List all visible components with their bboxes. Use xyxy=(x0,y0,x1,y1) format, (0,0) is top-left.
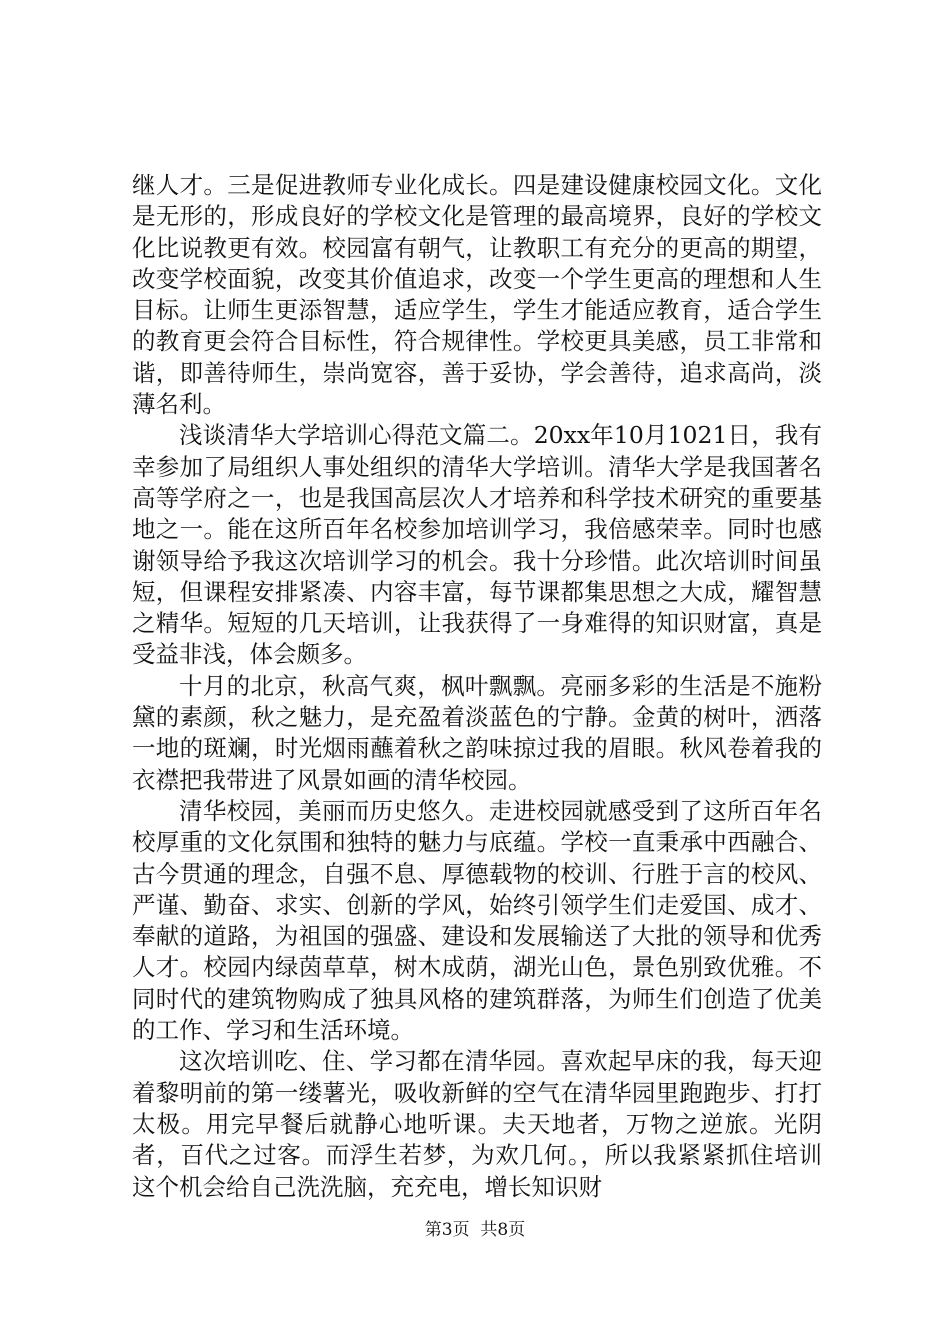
paragraph-2: 浅谈清华大学培训心得范文篇二。20xx年10月1021日，我有幸参加了局组织人事处组织的清华大学培训。清华大学是我国著名高等学府之一，也是我国高层次人才培养和科学技术研究的重要基地之一。能在这所百年名校参加培训学习，我倍感荣幸。同时也感谢领导给予我这次培训学习的机会。我十分珍惜。此次培训时间虽短，但课程安排紧凑、内容丰富，每节课都集思想之大成，耀智慧之精华。短短的几天培训，让我获得了一身难得的知识财富，真是受益非浅，体会颇多。 xyxy=(132,421,822,669)
paragraph-4: 清华校园，美丽而历史悠久。走进校园就感受到了这所百年名校厚重的文化氛围和独特的魅力与底蕴。学校一直秉承中西融合、古今贯通的理念，自强不息、厚德载物的校训、行胜于言的校风、严谨、勤奋、求实、创新的学风，始终引领学生们走爱国、成才、奉献的道路，为祖国的强盛、建设和发展输送了大批的领导和优秀人才。校园内绿茵草草，树木成荫，湖光山色，景色别致优雅。不同时代的建筑物购成了独具风格的建筑群落，为师生们创造了优美的工作、学习和生活环境。 xyxy=(132,796,822,1045)
document-body xyxy=(132,170,822,1203)
paragraph-1: 继人才。三是促进教师专业化成长。四是建设健康校园文化。文化是无形的，形成良好的学校文化是管理的最高境界，良好的学校文化比说教更有效。校园富有朝气，让教职工有充分的更高的期望，改变学校面貌，改变其价值追求，改变一个学生更高的理想和人生目标。让师生更添智慧，适应学生，学生才能适应教育，适合学生的教育更会符合目标性，符合规律性。学校更具美感，员工非常和谐，即善待师生，崇尚宽容，善于妥协，学会善待，追求高尚，淡薄名利。 xyxy=(132,171,822,419)
paragraph-5: 这次培训吃、住、学习都在清华园。喜欢起早床的我，每天迎着黎明前的第一缕薯光，吸收新鲜的空气在清华园里跑跑步、打打太极。用完早餐后就静心地听课。夫天地者，万物之逆旅。光阴者，百代之过客。而浮生若梦，为欢几何。，所以我紧紧抓住培训这个机会给自己洗洗脑，充充电，增长知识财 xyxy=(132,1047,822,1201)
page-number: 第3页 共8页 xyxy=(424,1220,526,1240)
page-footer xyxy=(0,1219,950,1241)
paragraph-3: 十月的北京，秋高气爽，枫叶飘飘。亮丽多彩的生活是不施粉黛的素颜，秋之魅力，是充盈着淡蓝色的宁静。金黄的树叶，洒落一地的斑斓，时光烟雨蘸着秋之韵味掠过我的眉眼。秋风卷着我的衣襟把我带进了风景如画的清华校园。 xyxy=(132,671,822,794)
